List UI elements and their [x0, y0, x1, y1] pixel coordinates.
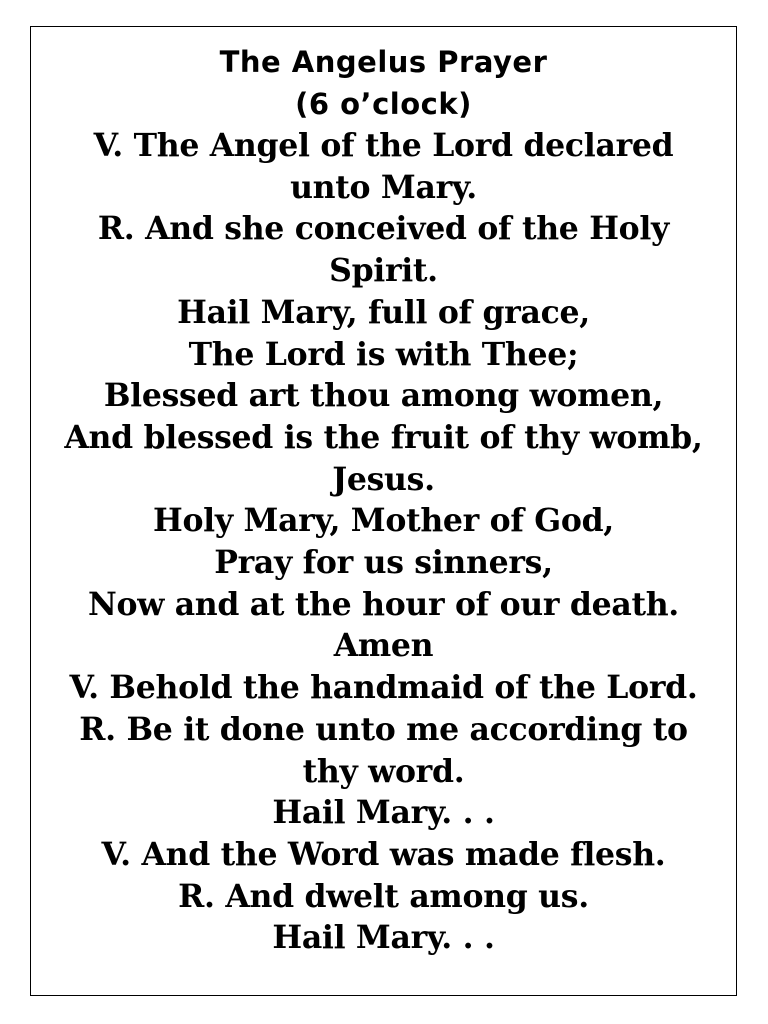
prayer-line: Jesus. — [332, 460, 435, 498]
prayer-line: Holy Mary, Mother of God, — [153, 502, 614, 540]
prayer-line: And blessed is the fruit of thy womb, — [64, 418, 703, 456]
prayer-subtitle: (6 o’clock) — [295, 87, 472, 121]
prayer-line: Pray for us sinners, — [214, 544, 553, 582]
prayer-line: Hail Mary. . . — [272, 794, 495, 832]
prayer-line: V. The Angel of the Lord declared — [93, 127, 674, 164]
prayer-line: Spirit. — [329, 252, 438, 290]
prayer-line: Hail Mary. . . — [272, 919, 495, 957]
prayer-text — [31, 125, 736, 959]
prayer-line: R. And dwelt among us. — [178, 877, 589, 915]
prayer-title: The Angelus Prayer — [219, 45, 548, 79]
prayer-line: V. And the Word was made flesh. — [101, 835, 666, 873]
prayer-line: R. Be it done unto me according to — [79, 710, 688, 748]
prayer-line: unto Mary. — [290, 168, 477, 206]
prayer-line: Blessed art thou among women, — [103, 377, 664, 415]
prayer-line: Hail Mary, full of grace, — [177, 293, 590, 331]
prayer-line: V. Behold the handmaid of the Lord. — [69, 669, 698, 707]
prayer-line: Now and at the hour of our death. — [88, 585, 679, 623]
prayer-card — [30, 26, 737, 996]
prayer-line: R. And she conceived of the Holy — [97, 210, 670, 248]
prayer-line: The Lord is with Thee; — [188, 335, 579, 373]
prayer-line: Amen — [333, 627, 434, 665]
prayer-line: thy word. — [302, 752, 465, 790]
